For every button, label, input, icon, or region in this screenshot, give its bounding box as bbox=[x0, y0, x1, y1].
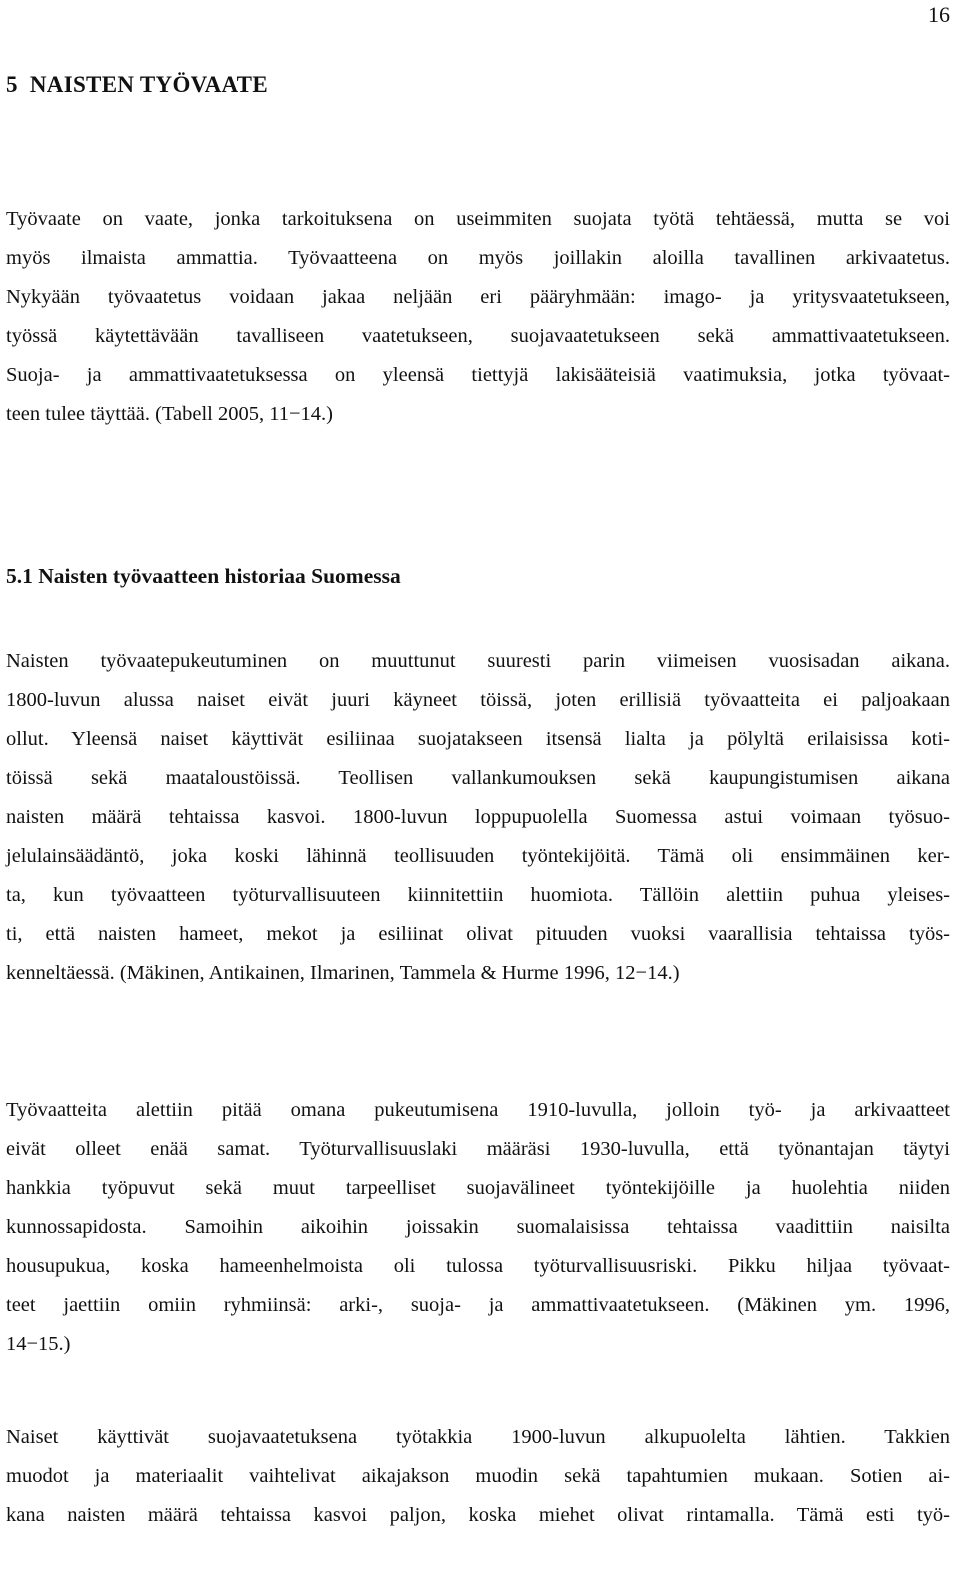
text-line: 14−15.) bbox=[6, 1333, 71, 1355]
text-line: töissä sekä maataloustöissä. Teollisen vallankumouksen sekä kaupungistumisen aikana bbox=[6, 767, 950, 789]
text-line: housupukua, koska hameenhelmoista oli tulossa työturvallisuusriski. Pikku hiljaa työvaat- bbox=[6, 1255, 950, 1277]
text-line: teen tulee täyttää. (Tabell 2005, 11−14.) bbox=[6, 403, 333, 425]
text-line: myös ilmaista ammattia. Työvaatteena on myös joillakin aloilla tavallinen arkivaatetus. bbox=[6, 247, 950, 269]
page-number: 16 bbox=[928, 2, 950, 27]
text-line: työssä käytettävään tavalliseen vaatetukseen, suojavaatetukseen sekä ammattivaatetukseen. bbox=[6, 325, 950, 347]
chapter-heading: 5 NAISTEN TYÖVAATE bbox=[6, 72, 268, 97]
text-line: kunnossapidosta. Samoihin aikoihin joissakin suomalaisissa tehtaissa vaadittiin naisilta bbox=[6, 1216, 950, 1238]
paragraph-intro bbox=[6, 200, 950, 434]
paragraph-1910s bbox=[6, 1091, 950, 1364]
text-line: Naisten työvaatepukeutuminen on muuttunut suuresti parin viimeisen vuosisadan aikana. bbox=[6, 650, 950, 672]
text-line: Työvaatteita alettiin pitää omana pukeutumisena 1910-luvulla, jolloin työ- ja arkivaatteet bbox=[6, 1099, 950, 1121]
text-line: 1800-luvun alussa naiset eivät juuri käyneet töissä, joten erillisiä työvaatteita ei paljoakaan bbox=[6, 689, 950, 711]
text-line: teet jaettiin omiin ryhmiinsä: arki-, suoja- ja ammattivaatetukseen. (Mäkinen ym. 1996, bbox=[6, 1294, 950, 1316]
text-line: ollut. Yleensä naiset käyttivät esiliinaa suojatakseen itsensä lialta ja pölyltä erilaisissa koti- bbox=[6, 728, 950, 750]
text-line: Työvaate on vaate, jonka tarkoituksena on useimmiten suojata työtä tehtäessä, mutta se voi bbox=[6, 208, 950, 230]
text-line: naisten määrä tehtaissa kasvoi. 1800-luvun loppupuolella Suomessa astui voimaan työsuo- bbox=[6, 806, 950, 828]
text-line: Suoja- ja ammattivaatetuksessa on yleensä tiettyjä lakisääteisiä vaatimuksia, jotka työvaat- bbox=[6, 364, 950, 386]
text-line: ti, että naisten hameet, mekot ja esiliinat olivat pituuden vuoksi vaarallisia tehtaissa työs- bbox=[6, 923, 950, 945]
text-line: muodot ja materiaalit vaihtelivat aikajakson muodin sekä tapahtumien mukaan. Sotien ai- bbox=[6, 1465, 950, 1487]
section-heading: 5.1 Naisten työvaatteen historiaa Suomessa bbox=[6, 564, 401, 588]
text-line: kenneltäessä. (Mäkinen, Antikainen, Ilmarinen, Tammela & Hurme 1996, 12−14.) bbox=[6, 962, 680, 984]
text-line: hankkia työpuvut sekä muut tarpeelliset suojavälineet työntekijöille ja huolehtia niiden bbox=[6, 1177, 950, 1199]
text-line: kana naisten määrä tehtaissa kasvoi paljon, koska miehet olivat rintamalla. Tämä esti työ- bbox=[6, 1504, 950, 1526]
text-line: jelulainsäädäntö, joka koski lähinnä teollisuuden työntekijöitä. Tämä oli ensimmäinen ker- bbox=[6, 845, 950, 867]
text-line: Naiset käyttivät suojavaatetuksena työtakkia 1900-luvun alkupuolelta lähtien. Takkien bbox=[6, 1426, 950, 1448]
text-line: Nykyään työvaatetus voidaan jakaa neljään eri pääryhmään: imago- ja yritysvaatetukseen, bbox=[6, 286, 950, 308]
text-line: eivät olleet enää samat. Työturvallisuuslaki määräsi 1930-luvulla, että työnantajan täytyi bbox=[6, 1138, 950, 1160]
text-line: ta, kun työvaatteen työturvallisuuteen kiinnitettiin huomiota. Tällöin alettiin puhua yleises- bbox=[6, 884, 950, 906]
paragraph-work-coats bbox=[6, 1418, 950, 1535]
paragraph-history bbox=[6, 642, 950, 993]
